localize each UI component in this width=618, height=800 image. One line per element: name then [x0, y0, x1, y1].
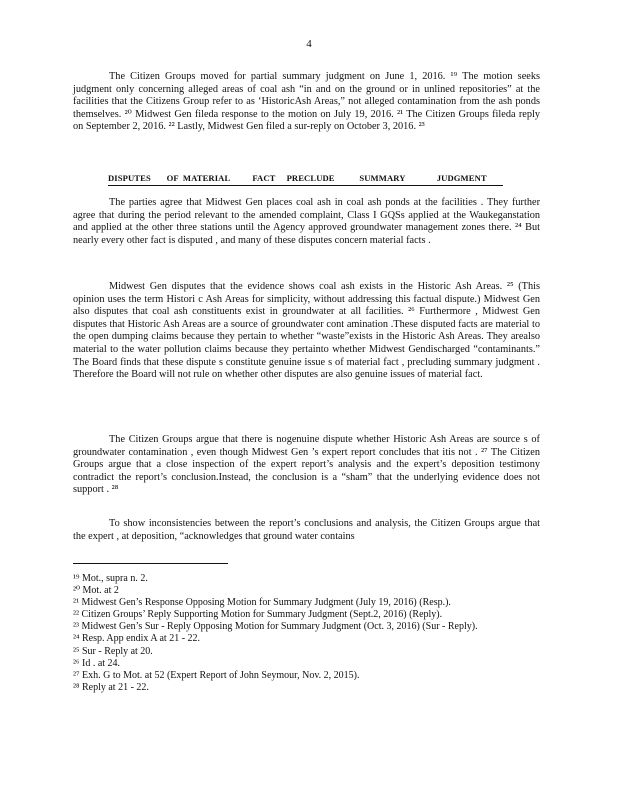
paragraph-agreed-facts: The parties agree that Midwest Gen places coal ash in coal ash ponds at the facilities . They further agree that during the period relevant to the amended complaint, Class I GQSs applied at the Waukeganstation and applied at the other three stations until the Agency approved groundwater management zones there. ²⁴ But nearly every other fact is disputed , and many of these disputes concern material facts . — [73, 197, 540, 246]
footnote: ²² Citizen Groups’ Reply Supporting Motion for Summary Judgment (Sept.2, 2016) (Reply). — [73, 609, 443, 621]
footnote: ²⁶ Id . at 24. — [73, 657, 121, 669]
footnote: ¹⁹ Mot., supra n. 2. — [73, 573, 148, 584]
footnote: ²⁸ Reply at 21 - 22. — [73, 681, 149, 693]
footnote: ²³ Midwest Gen’s Sur - Reply Opposing Motion for Summary Judgment (Oct. 3, 2016) (Sur - Reply). — [73, 621, 478, 633]
footnote: ²⁷ Exh. G to Mot. at 52 (Expert Report of John Seymour, Nov. 2, 2015). — [73, 669, 360, 681]
section-heading: DISPUTES OF MATERIAL FACT PRECLUDE SUMMARY JUDGMENT — [108, 173, 503, 186]
footnotes-list — [73, 573, 540, 694]
footnote: ²¹ Midwest Gen’s Response Opposing Motion for Summary Judgment (July 19, 2016) (Resp.). — [73, 597, 451, 609]
page-number: 4 — [306, 38, 312, 50]
footnote: ²⁰ Mot. at 2 — [73, 585, 119, 597]
paragraph-procedural-history: The Citizen Groups moved for partial summary judgment on June 1, 2016. ¹⁹ The motion seeks judgment only concerning alleged areas of coal ash “in and on the ground or in unlined repositories” at the facilities that the Citizens Group refer to as ‘HistoricAsh Areas,” not alleged contamination from the ash ponds themselves. ²⁰ Midwest Gen fileda response to the motion on July 19, 2016. ²¹ The Citizen Groups fileda reply on September 2, 2016. ²² Lastly, Midwest Gen filed a sur-reply on October 3, 2016. ²³ — [73, 71, 540, 133]
footnote: ²⁵ Sur - Reply at 20. — [73, 645, 153, 657]
paragraph-disputed-facts: Midwest Gen disputes that the evidence shows coal ash exists in the Historic Ash Areas. ²⁵ (This opinion uses the term Histori c Ash Areas for simplicity, without addressing this factual dispute.) Midwest Gen also disputes that coal ash constituents exist in groundwater at all facilities. ²⁶ Furthermore , Midwest Gen disputes that Historic Ash Areas are a source of groundwater cont amination .These disputed facts are material to the open dumping claims because they pertain to whether “waste”exists in the Historic Ash Areas. They arealso material to the water pollution claims because they pertainto whether Midwest Gendischarged “contaminants.” The Board finds that these dispute s constitute genuine issue s of material fact , precluding summary judgment . Therefore the Board will not rule on whether other disputes are also genuine issues of material fact. — [73, 281, 540, 381]
paragraph-inconsistencies: To show inconsistencies between the report’s conclusions and analysis, the Citizen Groups argue that the expert , at deposition, “acknowledges that ground water contains — [73, 518, 540, 542]
footnote-separator — [73, 563, 228, 564]
paragraph-citizen-groups-argument: The Citizen Groups argue that there is nogenuine dispute whether Historic Ash Areas are source s of groundwater contamination , even though Midwest Gen ’s expert report concludes that itis not . ²⁷ The Citizen Groups argue that a close inspection of the expert report’s analysis and the expert’s deposition testimony contradict the report’s conclusion.Instead, the conclusion is a “sham” that the underlying evidence does not support . ²⁸ — [73, 434, 540, 496]
footnote: ²⁴ Resp. App endix A at 21 - 22. — [73, 633, 201, 645]
